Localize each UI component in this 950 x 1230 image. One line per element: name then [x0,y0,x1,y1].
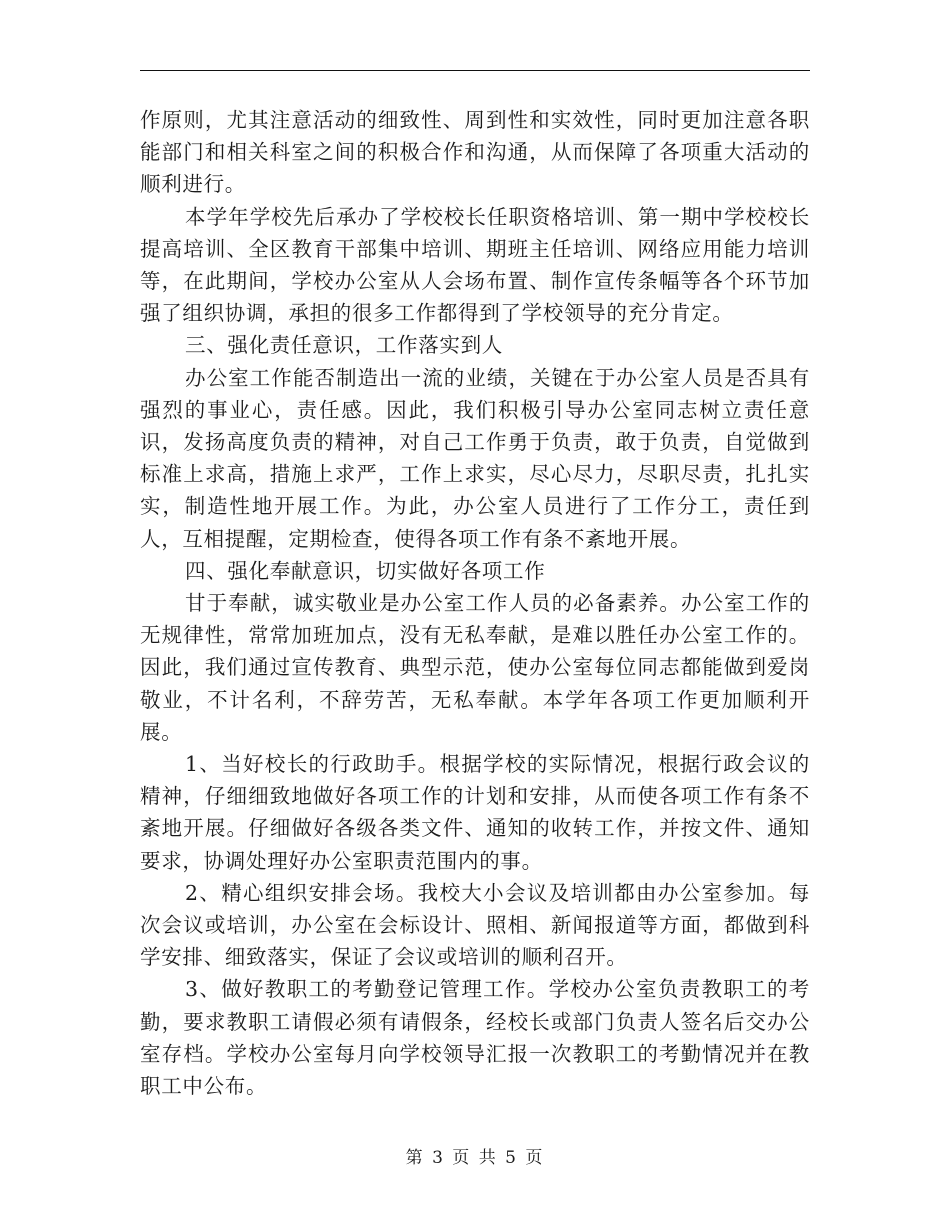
paragraph-item-2: 2、精心组织安排会场。我校大小会议及培训都由办公室参加。每次会议或培训，办公室在会标设计、照相、新闻报道等方面，都做到科学安排、细致落实，保证了会议或培训的顺利召开。 [140,880,810,970]
body-text [140,104,810,1102]
paragraph-continuation: 作原则，尤其注意活动的细致性、周到性和实效性，同时更加注意各职能部门和相关科室之间的积极合作和沟通，从而保障了各项重大活动的顺利进行。 [140,108,810,197]
section-heading-4: 四、强化奉献意识，切实做好各项工作 [185,558,546,583]
paragraph-dedication: 甘于奉献，诚实敬业是办公室工作人员的必备素养。办公室工作的无规律性，常常加班加点，没有无私奉献，是难以胜任办公室工作的。因此，我们通过宣传教育、典型示范，使办公室每位同志都能做到爱岗敬业，不计名利，不辞劳苦，无私奉献。本学年各项工作更加顺利开展。 [140,591,810,744]
paragraph-item-1: 1、当好校长的行政助手。根据学校的实际情况，根据行政会议的精神，仔细细致地做好各项工作的计划和安排，从而使各项工作有条不紊地开展。仔细做好各级各类文件、通知的收转工作，并按文件、通知要求，协调处理好办公室职责范围内的事。 [140,752,810,873]
paragraph-responsibility: 办公室工作能否制造出一流的业绩，关键在于办公室人员是否具有强烈的事业心，责任感。因此，我们积极引导办公室同志树立责任意识，发扬高度负责的精神，对自己工作勇于负责，敢于负责，自觉做到标准上求高，措施上求严，工作上求实，尽心尽力，尽职尽责，扎扎实实，制造性地开展工作。为此，办公室人员进行了工作分工，责任到人，互相提醒，定期检查，使得各项工作有条不紊地开展。 [140,365,810,551]
paragraph-training-events: 本学年学校先后承办了学校校长任职资格培训、第一期中学校校长提高培训、全区教育干部集中培训、期班主任培训、网络应用能力培训等，在此期间，学校办公室从人会场布置、制作宣传条幅等各个环节加强了组织协调，承担的很多工作都得到了学校领导的充分肯定。 [140,204,810,326]
header-rule [140,70,810,71]
section-heading-3: 三、强化责任意识，工作落实到人 [185,333,503,358]
page-number-footer: 第 3 页 共 5 页 [405,1148,545,1168]
paragraph-item-3: 3、做好教职工的考勤登记管理工作。学校办公室负责教职工的考勤，要求教职工请假必须有请假条，经校长或部门负责人签名后交办公室存档。学校办公室每月向学校领导汇报一次教职工的考勤情况并在教职工中公布。 [140,977,810,1099]
